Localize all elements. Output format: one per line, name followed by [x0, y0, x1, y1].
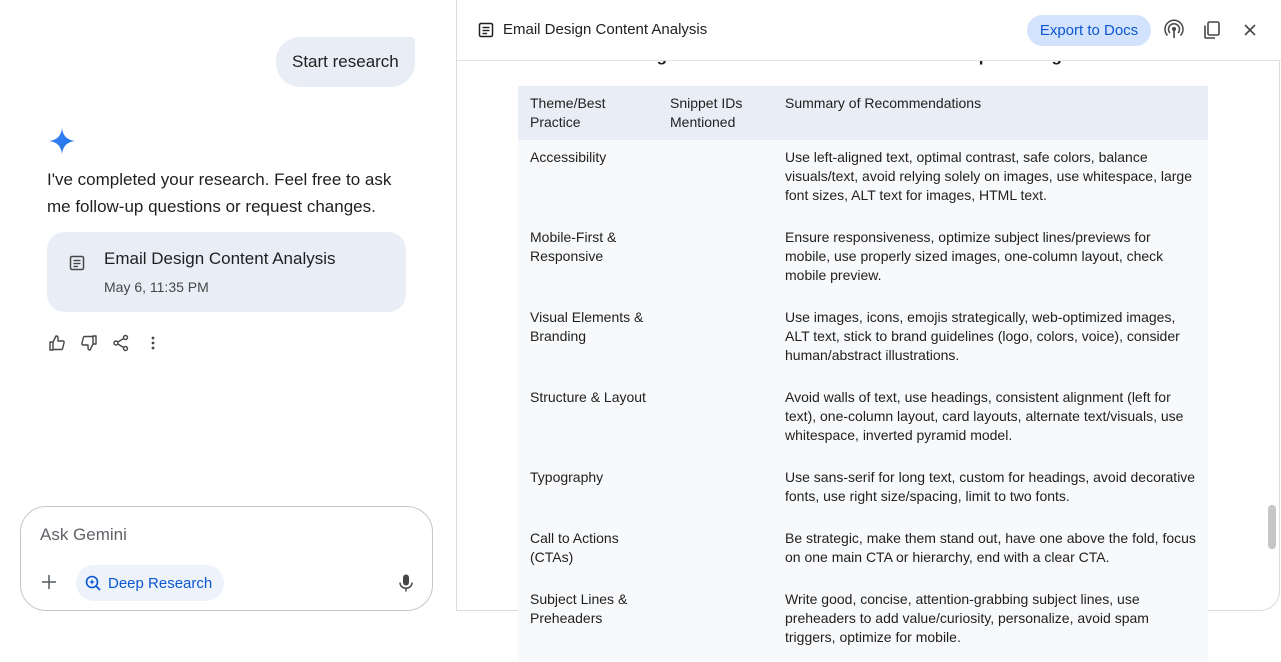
table-row: [518, 300, 1208, 380]
table-cell-theme: Structure & Layout: [530, 389, 646, 405]
table-cell-theme: Call to Actions (CTAs): [530, 530, 619, 565]
research-doc-card[interactable]: [47, 232, 406, 312]
prompt-input-box[interactable]: [20, 506, 433, 611]
doc-card-date: May 6, 11:35 PM: [104, 279, 209, 295]
column-header: Summary of Recommendations: [773, 86, 1208, 140]
table-cell-summary: Be strategic, make them stand out, have one above the fold, focus on one main CTA or hierarchy, end with a clear CTA.: [785, 530, 1196, 565]
assistant-reply: I've completed your research. Feel free to ask me follow-up questions or request changes.: [47, 170, 392, 216]
column-header: Snippet IDs Mentioned: [658, 86, 773, 140]
table-cell-summary: Ensure responsiveness, optimize subject lines/previews for mobile, use properly sized images, one-column layout, check mobile preview.: [785, 229, 1164, 283]
response-actions: [47, 331, 163, 355]
document-icon: [477, 21, 495, 39]
table-row: [518, 460, 1208, 521]
table-cell-summary: Write good, concise, attention-grabbing subject lines, use preheaders to add value/curiosity, personalize, avoid spam triggers, optimize for mobile.: [785, 591, 1149, 645]
table-cell-snippets: [658, 220, 773, 300]
more-vert-icon[interactable]: [143, 332, 163, 354]
export-to-docs-button[interactable]: Export to Docs: [1027, 15, 1151, 46]
share-icon[interactable]: [111, 332, 131, 354]
scrollbar-thumb[interactable]: [1268, 505, 1276, 549]
chat-pane: [0, 0, 456, 622]
close-icon[interactable]: [1239, 19, 1261, 41]
prompt-input[interactable]: Ask Gemini: [40, 525, 127, 544]
table-cell-theme: Subject Lines & Preheaders: [530, 591, 628, 626]
table-cell-snippets: [658, 300, 773, 380]
microphone-icon[interactable]: [397, 573, 415, 593]
copy-icon[interactable]: [1201, 19, 1223, 41]
table-row: [518, 582, 1208, 662]
document-scroll-area[interactable]: [457, 40, 1281, 645]
column-header: Theme/Best Practice: [518, 86, 658, 140]
table-header-row: [518, 86, 1208, 140]
document-icon: [67, 253, 87, 273]
table-cell-snippets: [658, 380, 773, 460]
table-cell-summary: Use left-aligned text, optimal contrast, safe colors, balance visuals/text, avoid relying solely on images, use whitespace, large font sizes, ALT text for images, HTML text.: [785, 149, 1192, 203]
table-cell-theme: Accessibility: [530, 149, 607, 165]
table-cell-theme: Visual Elements & Branding: [530, 309, 644, 344]
table-row: [518, 521, 1208, 582]
table-cell-summary: Use sans-serif for long text, custom for headings, avoid decorative fonts, use right size/spacing, limit to two fonts.: [785, 469, 1196, 504]
table-cell-summary: Use images, icons, emojis strategically, web-optimized images, ALT text, stick to brand guidelines (logo, colors, voice), consider human/abstract illustrations.: [785, 309, 1180, 363]
gemini-sparkle-icon: [48, 127, 76, 155]
thumbs-up-icon[interactable]: [47, 332, 67, 354]
podcast-icon[interactable]: [1163, 19, 1185, 41]
doc-card-title: Email Design Content Analysis: [104, 249, 336, 268]
deep-research-button[interactable]: [76, 565, 224, 601]
deep-research-icon: [84, 574, 102, 592]
document-title: Email Design Content Analysis: [503, 21, 708, 38]
table-row: [518, 220, 1208, 300]
add-icon[interactable]: [38, 571, 60, 593]
table-cell-snippets: [658, 140, 773, 220]
table-row: [518, 140, 1208, 220]
deep-research-label: Deep Research: [108, 574, 213, 592]
table-row: [518, 380, 1208, 460]
table-cell-snippets: [658, 460, 773, 521]
user-message-bubble: Start research: [276, 37, 415, 87]
table-cell-theme: Typography: [530, 469, 604, 485]
table-cell-theme: Mobile-First & Responsive: [530, 229, 617, 264]
recommendations-table: [518, 86, 1208, 662]
document-panel-header: [457, 0, 1281, 61]
table-cell-snippets: [658, 582, 773, 662]
table-cell-snippets: [658, 521, 773, 582]
thumbs-down-icon[interactable]: [79, 332, 99, 354]
table-cell-summary: Avoid walls of text, use headings, consistent alignment (left for text), one-column layout, card layouts, alternate text/visuals, use whitespace, inverted pyramid model.: [785, 389, 1184, 443]
document-panel: [456, 0, 1280, 645]
